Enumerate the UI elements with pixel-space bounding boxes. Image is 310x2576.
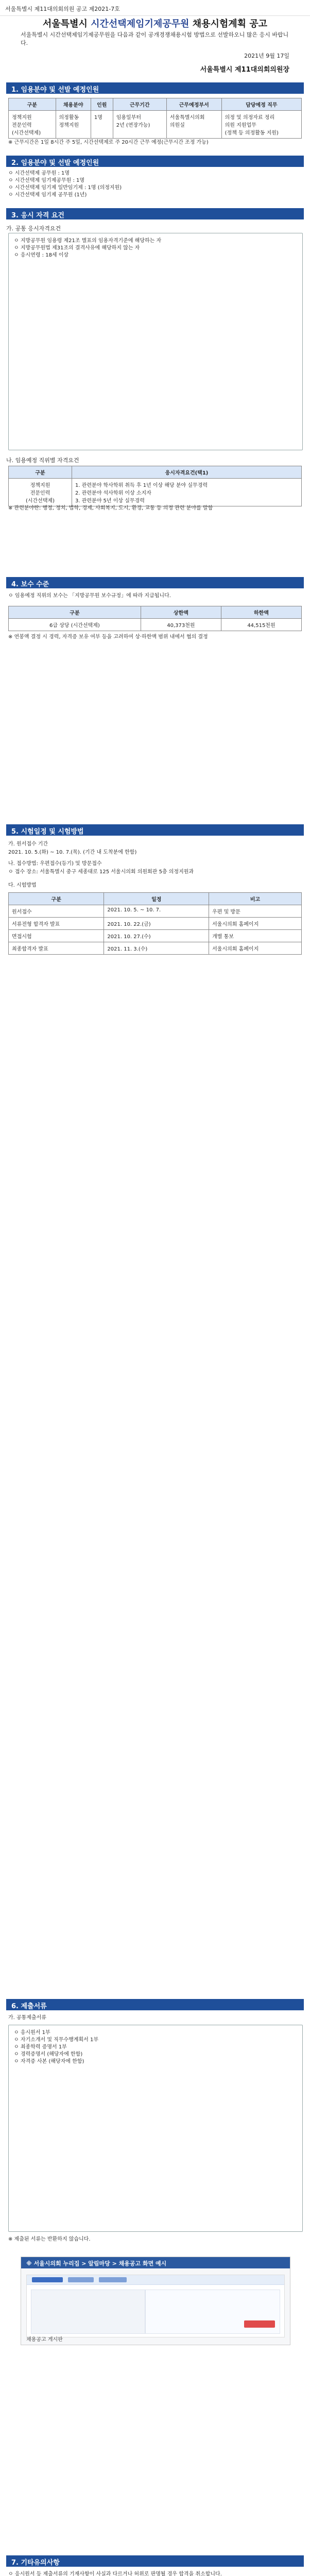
p-cell-2: 40,373천원 — [141, 619, 221, 631]
s-r4-c1: 최종합격자 발표 — [9, 942, 104, 955]
cell-count: 1명 — [91, 111, 113, 139]
s-r2-c3: 서울시의회 홈페이지 — [209, 918, 302, 930]
site-card-title: ※ 서울시의회 누리집 > 알림마당 > 채용공고 화면 예시 — [26, 2260, 167, 2267]
docs-box — [8, 2025, 303, 2232]
site-card-caption: 채용공고 게시판 — [26, 2337, 63, 2343]
p-th-2: 상한액 — [141, 606, 221, 619]
s-th-3: 비고 — [209, 893, 302, 905]
mock-tab — [68, 2277, 94, 2282]
s-th-2: 일정 — [104, 893, 209, 905]
s-r2-c2: 2021. 10. 22.(금) — [104, 918, 209, 930]
s-r4-c2: 2021. 11. 3.(수) — [104, 942, 209, 955]
table-row — [9, 930, 302, 942]
table-row — [9, 942, 302, 955]
docs-box-text: ㅇ 응시원서 1부 ㅇ 자기소개서 및 직무수행계획서 1부 ㅇ 최종학력 증명서 1부 ㅇ 경력증명서 (해당자에 한함) ㅇ 자격증 사본 (해당자에 한함) — [14, 2030, 98, 2064]
selection-table — [8, 98, 302, 139]
table-row — [9, 619, 302, 631]
s-th-1: 구분 — [9, 893, 104, 905]
qualification-note: ※ 관련분야란: 행정, 정치, 법학, 경제, 사회복지, 도시, 환경, 교통 등 의정 관련 분야를 말함 — [8, 505, 213, 511]
th-4: 근무기간 — [113, 98, 166, 111]
schedule-a-text: 2021. 10. 5.(화) ~ 10. 7.(목). (기간 내 도착분에 한함) — [8, 850, 137, 855]
s2-list — [8, 170, 302, 199]
qualification-table — [8, 466, 302, 506]
s-r1-c1: 원서접수 — [9, 905, 104, 918]
section-6-title: 6. 제출서류 — [11, 2003, 47, 2010]
th-6: 담당예정 직무 — [221, 98, 301, 111]
qualification-table-wrap — [8, 466, 302, 506]
announcement-date: 2021년 9월 17일 — [244, 53, 289, 59]
pay-table — [8, 606, 302, 631]
section-7-header — [6, 2555, 304, 2567]
section-1-title: 1. 임용분야 및 선발 예정인원 — [11, 86, 99, 94]
docs-note: ※ 제출된 서류는 반환하지 않습니다. — [8, 2236, 91, 2242]
s-r3-c1: 면접시험 — [9, 930, 104, 942]
s2-item-1: ㅇ 시간선택제 공무원 : 1명 — [8, 171, 70, 176]
cell-dept: 서울특별시의회 의원실 — [166, 111, 221, 139]
p-th-3: 하한액 — [221, 606, 301, 619]
docs-lead: 가. 공통제출서류 — [8, 2015, 46, 2021]
s-r1-c3: 우편 및 방문 — [209, 905, 302, 918]
schedule-table-wrap — [8, 892, 302, 955]
p-cell-1: 6급 상당 (시간선택제) — [9, 619, 141, 631]
schedule-c: 다. 시험방법 — [8, 883, 37, 888]
schedule-table — [8, 892, 302, 955]
section-2-header — [6, 156, 304, 167]
schedule-b-text: ㅇ 접수 장소: 서울특별시 중구 세종대로 125 서울시의회 의원회관 5층 의정지원과 — [8, 869, 194, 875]
schedule-b: 나. 접수방법: 우편접수(등기) 및 방문접수 — [8, 861, 102, 867]
s-r1-c2: 2021. 10. 5. ~ 10. 7. — [104, 905, 209, 918]
s-r4-c3: 서울시의회 홈페이지 — [209, 942, 302, 955]
header-note — [0, 0, 310, 16]
qualification-text: ㅇ 지방공무원 임용령 제21조 별표의 임용자격기준에 해당하는 자 ㅇ 지방공무원법 제31조의 결격사유에 해당하지 않는 자 ㅇ 응시연령 : 18세 이상 — [14, 238, 162, 258]
mock-left-panel — [31, 2290, 145, 2334]
q-cell-1: 정책지원 전문인력 (시간선택제) — [9, 479, 72, 506]
section-1-header — [6, 82, 304, 94]
mock-nav — [27, 2275, 284, 2285]
s3-sub-title: 나. 임용예정 직위별 자격요건 — [6, 457, 79, 464]
title-prefix: 서울특별시 — [42, 19, 88, 29]
s3-sub-b — [6, 454, 304, 463]
th-3: 인원 — [91, 98, 113, 111]
signer: 서울특별시 제11대의회의원장 — [200, 66, 289, 74]
table-row — [9, 479, 302, 506]
site-card-header — [21, 2257, 290, 2268]
s-r3-c3: 개별 통보 — [209, 930, 302, 942]
section-6-header — [6, 1999, 304, 2010]
section-7-title: 7. 기타유의사항 — [11, 2559, 60, 2567]
s-r3-c2: 2021. 10. 27.(수) — [104, 930, 209, 942]
s2-item-4: ㅇ 시간선택제 임기제 공무원 (1년) — [8, 192, 87, 198]
s-r2-c1: 서류전형 합격자 발표 — [9, 918, 104, 930]
pay-table-wrap — [8, 606, 302, 631]
section-4-header — [6, 577, 304, 588]
th-5: 근무예정부서 — [166, 98, 221, 111]
section-3-header — [6, 208, 304, 219]
table-row — [9, 111, 302, 139]
q-th-1: 구분 — [9, 466, 72, 479]
table-1 — [8, 98, 302, 139]
s3-lead: 가. 공통 응시자격요건 — [6, 225, 61, 232]
title-blue: 시간선택제임기제공무원 — [91, 19, 190, 29]
pay-lead: ㅇ 임용예정 직위의 보수는 「지방공무원 보수규정」에 따라 지급됩니다. — [8, 593, 171, 599]
page-title — [0, 16, 310, 30]
site-mock — [26, 2275, 285, 2337]
cell-duty: 의정 및 의정자료 정리 의원 지원업무 (정책 등 의정활동 지원) — [221, 111, 301, 139]
section-4-title: 4. 보수 수준 — [11, 581, 49, 588]
pay-note: ※ 연봉액 결정 시 경력, 자격증 보유 여부 등을 고려하여 상·하한액 범위 내에서 협의 결정 — [8, 634, 208, 640]
q-cell-2: 1. 관련분야 학사학위 취득 후 1년 이상 해당 분야 실무경력 2. 관련분야 석사학위 이상 소지자 3. 관련분야 5년 이상 실무경력 — [72, 479, 302, 506]
section-3-title: 3. 응시 자격 요건 — [11, 212, 64, 219]
mock-tab — [32, 2277, 63, 2282]
p-th-1: 구분 — [9, 606, 141, 619]
s3-sub-a — [6, 223, 304, 231]
cell-field: 의정활동 정책지원 — [56, 111, 91, 139]
misc-text: ㅇ 응시원서 등 제출서류의 기재사항이 사실과 다르거나 허위로 판명될 경우 합격을 취소합니다. — [8, 2571, 222, 2576]
th-2: 채용분야 — [56, 98, 91, 111]
q-th-2: 응시자격요건(택1) — [72, 466, 302, 479]
note-1: ※ 근무시간은 1일 8시간 주 5일, 시간선택제로 주 20시간 근무 예정(근무시간 조정 가능) — [8, 140, 209, 145]
cell-category: 정책지원 전문인력 (시간선택제) — [9, 111, 56, 139]
mock-highlight-button — [244, 2320, 275, 2328]
table-row — [9, 905, 302, 918]
header-note-text: 서울특별시 제11대의회의원 공고 제2021-7호 — [5, 6, 120, 12]
section-5-header — [6, 824, 304, 836]
site-screenshot-card — [21, 2257, 290, 2345]
qualification-box — [8, 233, 303, 450]
section-2-title: 2. 임용분야 및 선발 예정인원 — [11, 159, 99, 167]
cell-term: 임용일부터 2년 (연장가능) — [113, 111, 166, 139]
section-5-title: 5. 시험일정 및 시험방법 — [11, 828, 84, 836]
mock-tab — [99, 2277, 127, 2282]
s2-item-2: ㅇ 시간선택제 임기제공무원 : 1명 — [8, 178, 85, 183]
title-suffix: 채용시험계획 공고 — [192, 19, 268, 29]
schedule-a: 가. 원서접수 기간 — [8, 841, 48, 847]
p-cell-3: 44,515천원 — [221, 619, 301, 631]
th-1: 구분 — [9, 98, 56, 111]
table-row — [9, 918, 302, 930]
intro-paragraph: 서울특별시 시간선택제임기제공무원을 다음과 같이 공개경쟁채용시험 방법으로 선발하오니 많은 응시 바랍니다. — [21, 31, 289, 46]
s2-item-3: ㅇ 시간선택제 임기제 일반임기제 : 1명 (의정지원) — [8, 185, 122, 191]
